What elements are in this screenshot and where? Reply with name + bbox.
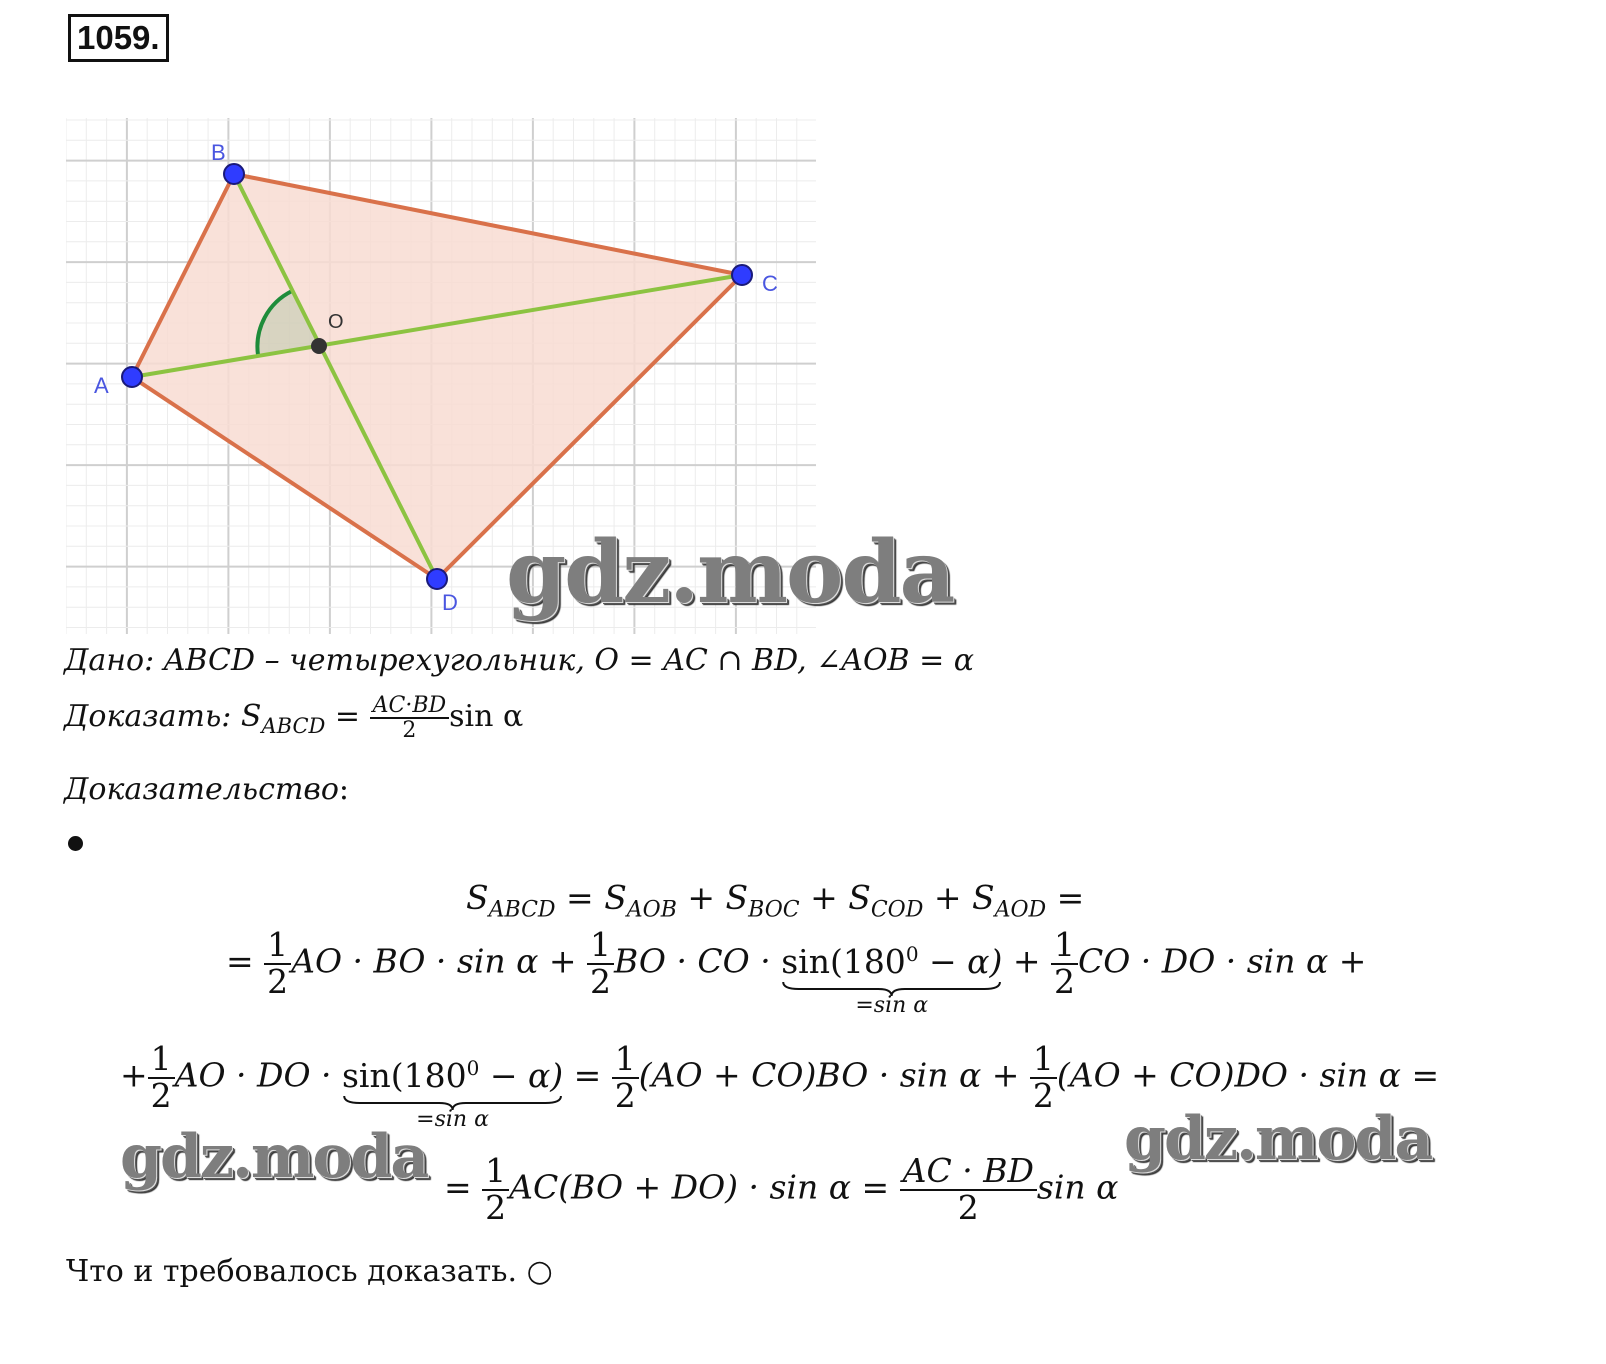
fraction-half <box>1030 1039 1057 1115</box>
fraction-half <box>1051 925 1078 1001</box>
sin180-tail: − α) <box>479 1055 564 1095</box>
point-c <box>732 265 752 285</box>
prove-eq: = <box>325 699 370 735</box>
frac-den: 2 <box>485 1187 507 1227</box>
given-line <box>64 643 974 678</box>
plus-sign: + <box>923 878 972 917</box>
sub-abcd: ABCD <box>488 897 556 923</box>
given-body: : ABCD – четырехугольник, O = AC ∩ BD, ∠AOB = α <box>144 643 975 678</box>
frac-den: 2 <box>614 1075 636 1115</box>
label-d: D <box>442 590 458 615</box>
final-den: 2 <box>957 1187 979 1227</box>
eq-sign: = <box>555 878 605 917</box>
equation-line-1 <box>466 878 1084 923</box>
sub-aob: AOB <box>626 897 677 923</box>
plus-sign: + <box>799 878 849 917</box>
fraction-half <box>612 1039 639 1115</box>
label-a: A <box>94 373 109 398</box>
plus-sign: + <box>676 878 726 917</box>
watermark: gdz.moda <box>506 522 954 623</box>
frac-num: 1 <box>1030 1042 1057 1079</box>
fraction-half <box>482 1151 509 1227</box>
label-o: O <box>328 311 344 333</box>
watermark: gdz.moda <box>120 1122 428 1192</box>
eq-start: = <box>444 1167 483 1207</box>
prove-den: 2 <box>402 718 417 744</box>
underbrace-label: =sin α <box>855 992 929 1018</box>
proof-line <box>64 772 349 807</box>
degree-mark: 0 <box>905 941 919 966</box>
label-c: C <box>762 271 778 296</box>
underbrace-label: =sin α <box>416 1106 489 1132</box>
frac-num: 1 <box>1051 928 1078 965</box>
proof-colon: : <box>338 772 350 807</box>
term-3: CO · DO · sin α + <box>1077 941 1367 981</box>
frac-den: 2 <box>150 1075 172 1115</box>
sub-aod: AOD <box>994 897 1047 923</box>
degree-mark: 0 <box>466 1055 480 1080</box>
sub-boc: BOC <box>748 897 800 923</box>
fraction-half <box>587 925 614 1001</box>
term-2: BO · CO · <box>614 941 782 981</box>
bullet <box>68 836 83 851</box>
term-5: (AO + CO)BO · sin α + <box>638 1055 1030 1095</box>
underbrace-sin180 <box>781 941 1003 1018</box>
s-symbol: S <box>466 878 489 917</box>
equation-line-4 <box>444 1151 1119 1227</box>
sin180: sin(180 <box>342 1055 467 1095</box>
frac-num: 1 <box>264 928 291 965</box>
term-1: AO · BO · sin α + <box>291 941 588 981</box>
term-7: AC(BO + DO) · sin α = <box>509 1167 900 1207</box>
frac-den: 2 <box>590 961 612 1001</box>
frac-den: 2 <box>267 961 289 1001</box>
conclusion: Что и требовалось доказать. ○ <box>66 1254 553 1289</box>
frac-num: 1 <box>612 1042 639 1079</box>
point-o <box>311 338 327 354</box>
equation-line-2 <box>226 925 1367 1018</box>
frac-den: 2 <box>1053 961 1075 1001</box>
sin180: sin(180 <box>781 941 906 981</box>
prove-fraction <box>370 694 450 742</box>
eq-end: = <box>1046 878 1085 917</box>
eq-start: = <box>226 941 265 981</box>
quadrilateral-fill <box>132 174 742 579</box>
s-symbol: S <box>725 878 749 917</box>
sub-cod: COD <box>870 897 924 923</box>
proof-label: Доказательство <box>64 772 339 807</box>
frac-num: 1 <box>148 1042 175 1079</box>
frac-num: 1 <box>482 1154 509 1191</box>
sin180-tail: − α) <box>918 941 1003 981</box>
fraction-half <box>148 1039 175 1115</box>
prove-tail: sin α <box>449 699 524 735</box>
watermark: gdz.moda <box>1124 1104 1432 1174</box>
point-a <box>122 367 142 387</box>
underbrace-sin180 <box>342 1055 564 1132</box>
prove-num: AC·BD <box>370 694 450 719</box>
final-tail: sin α <box>1036 1167 1119 1207</box>
eq-start: + <box>120 1055 148 1095</box>
term-4: AO · DO · <box>174 1055 342 1095</box>
prove-line <box>64 694 523 742</box>
point-b <box>224 164 244 184</box>
s-symbol: S <box>972 878 995 917</box>
prove-label: Доказать <box>64 699 222 735</box>
frac-den: 2 <box>1032 1075 1054 1115</box>
term-6: (AO + CO)DO · sin α = <box>1056 1055 1440 1095</box>
plus-sign: + <box>1002 941 1051 981</box>
point-d <box>427 569 447 589</box>
eq-sign: = <box>563 1055 612 1095</box>
final-fraction <box>900 1151 1037 1227</box>
fraction-half <box>264 925 291 1001</box>
prove-lhs: : S <box>221 699 262 735</box>
equation-line-3 <box>120 1039 1440 1132</box>
problem-number: 1059. <box>68 14 169 62</box>
s-symbol: S <box>604 878 627 917</box>
label-b: B <box>211 140 226 165</box>
final-num: AC · BD <box>900 1154 1037 1191</box>
frac-num: 1 <box>587 928 614 965</box>
given-label: Дано <box>64 643 145 678</box>
prove-sub: ABCD <box>261 714 326 739</box>
s-symbol: S <box>848 878 871 917</box>
